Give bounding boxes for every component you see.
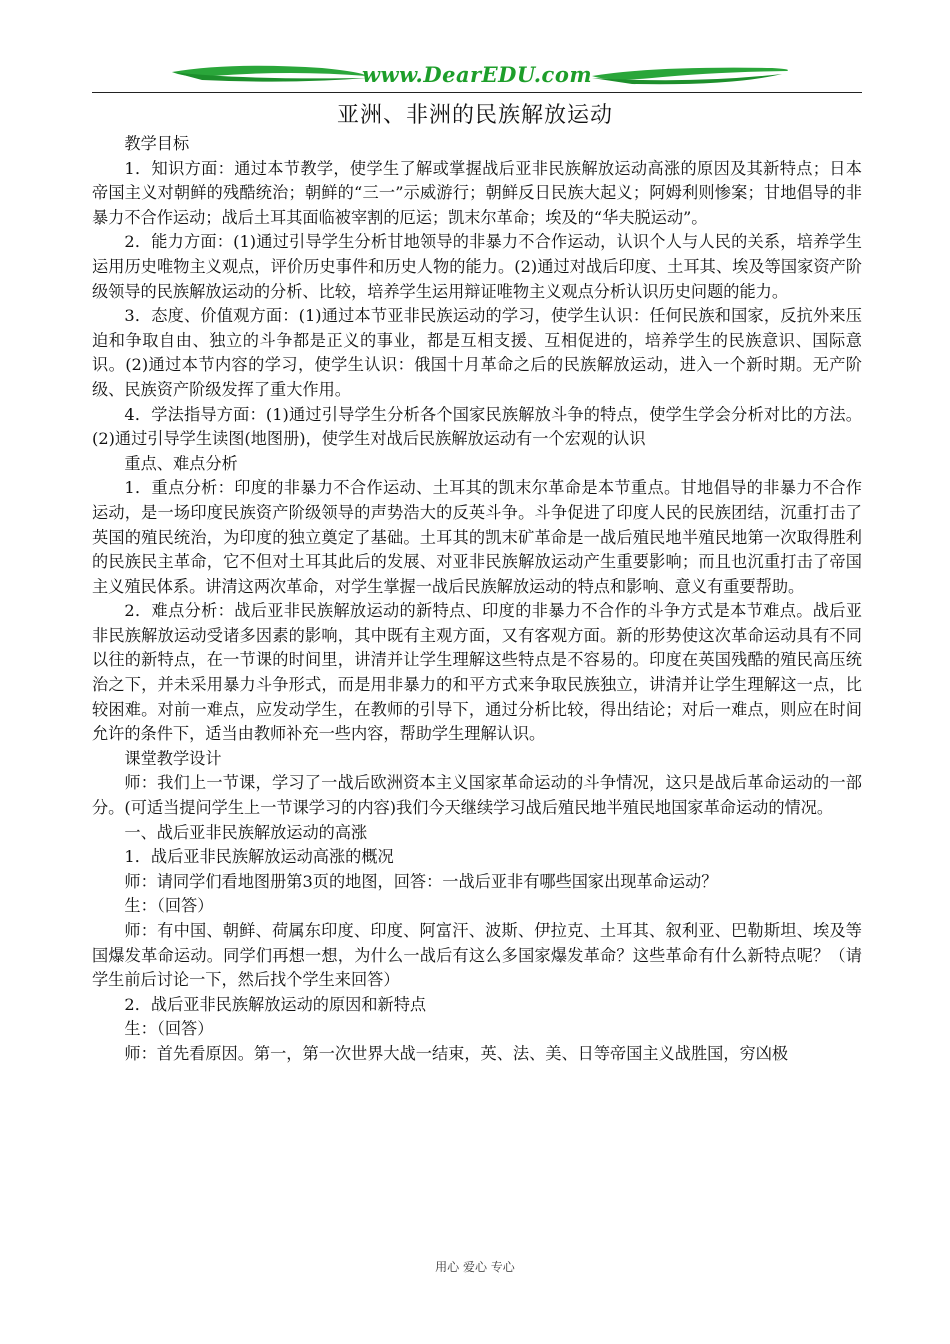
paragraph: 1．重点分析：印度的非暴力不合作运动、土耳其的凯末尔革命是本节重点。甘地倡导的非暴力不合作运动，是一场印度民族资产阶级领导的声势浩大的反英斗争。斗争促进了印度人民的民族团结，沉重打击了英国的殖民统治，为印度的独立奠定了基础。土耳其的凯末矿革命是一战后殖民地半殖民地第一次取得胜利的民族民主革命，它不但对土耳其此后的发展、对亚非民族解放运动产生重要影响；而且也沉重打击了帝国主义殖民体系。讲清这两次革命，对学生掌握一战后民族解放运动的特点和影响、意义有重要帮助。 <box>92 478 862 596</box>
paragraph: 3．态度、价值观方面：(1)通过本节亚非民族运动的学习，使学生认识：任何民族和国家，反抗外来压迫和争取自由、独立的斗争都是正义的事业，都是互相支援、互相促进的，培养学生的民族意识、国际意识。(2)通过本节内容的学习，使学生认识：俄国十月革命之后的民族解放运动，进入一个新时期。无产阶级、民族资产阶级发挥了重大作用。 <box>92 306 862 399</box>
header-divider <box>92 92 862 93</box>
page-title: 亚洲、非洲的民族解放运动 <box>336 103 613 128</box>
paragraph: 师：请同学们看地图册第3页的地图，回答：一战后亚非有哪些国家出现革命运动？ <box>124 871 718 891</box>
paragraph: 一、战后亚非民族解放运动的高涨 <box>124 822 368 842</box>
page-footer: 用心 爱心 专心 <box>435 1260 515 1274</box>
site-header <box>92 58 862 94</box>
paragraph: 2．能力方面：(1)通过引导学生分析甘地领导的非暴力不合作运动，认识个人与人民的关系，培养学生运用历史唯物主义观点，评价历史事件和历史人物的能力。(2)通过对战后印度、土耳其、埃及等国家资产阶级领导的民族解放运动的分析、比较，培养学生运用辩证唯物主义观点分析认识历史问题的能力。 <box>92 232 862 301</box>
site-url[interactable]: www.DearEDU.com <box>361 62 593 87</box>
paragraph: 1．战后亚非民族解放运动高涨的概况 <box>124 847 394 867</box>
paragraph: 2．难点分析：战后亚非民族解放运动的新特点、印度的非暴力不合作的斗争方式是本节难点。战后亚非民族解放运动受诸多因素的影响，其中既有主观方面，又有客观方面。新的形势使这次革命运动具有不同以往的新特点，在一节课的时间里，讲清并让学生理解这些特点是不容易的。印度在英国残酷的殖民高压统治之下，并未采用暴力斗争形式，而是用非暴力的和平方式来争取民族独立，讲清并让学生理解这一点，比较困难。对前一难点，应发动学生，在教师的引导下，通过分析比较，得出结论；对后一难点，则应在时间允许的条件下，适当由教师补充一些内容，帮助学生理解认识。 <box>92 601 862 744</box>
paragraph: 课堂教学设计 <box>124 748 222 768</box>
paragraph: 师：我们上一节课，学习了一战后欧洲资本主义国家革命运动的斗争情况，这只是战后革命运动的一部分。(可适当提问学生上一节课学习的内容)我们今天继续学习战后殖民地半殖民地国家革命运动的情况。 <box>92 773 862 818</box>
paragraph: 师：有中国、朝鲜、荷属东印度、印度、阿富汗、波斯、伊拉克、土耳其、叙利亚、巴勒斯坦、埃及等国爆发革命运动。同学们再想一想，为什么一战后有这么多国家爆发革命？这些革命有什么新特点呢？（请学生前后讨论一下，然后找个学生来回答） <box>92 921 862 990</box>
paragraph: 教学目标 <box>124 134 190 153</box>
paragraph: 1．知识方面：通过本节教学，使学生了解或掌握战后亚非民族解放运动高涨的原因及其新特点；日本帝国主义对朝鲜的残酷统治；朝鲜的“三一”示威游行；朝鲜反日民族大起义；阿姆利则惨案；甘地倡导的非暴力不合作运动；战后土耳其面临被宰割的厄运；凯末尔革命；埃及的“华夫脱运动”。 <box>92 158 862 227</box>
paragraph: 重点、难点分析 <box>124 453 238 473</box>
document-body <box>92 132 862 1067</box>
paragraph: 师：首先看原因。第一，第一次世界大战一结束，英、法、美、日等帝国主义战胜国，穷凶极 <box>124 1043 789 1063</box>
paragraph: 2．战后亚非民族解放运动的原因和新特点 <box>124 994 427 1014</box>
paragraph: 生：（回答） <box>124 1019 214 1039</box>
paragraph: 4．学法指导方面：(1)通过引导学生分析各个国家民族解放斗争的特点，使学生学会分析对比的方法。(2)通过引导学生读图(地图册)，使学生对战后民族解放运动有一个宏观的认识 <box>92 404 862 449</box>
paragraph: 生：（回答） <box>124 896 214 916</box>
